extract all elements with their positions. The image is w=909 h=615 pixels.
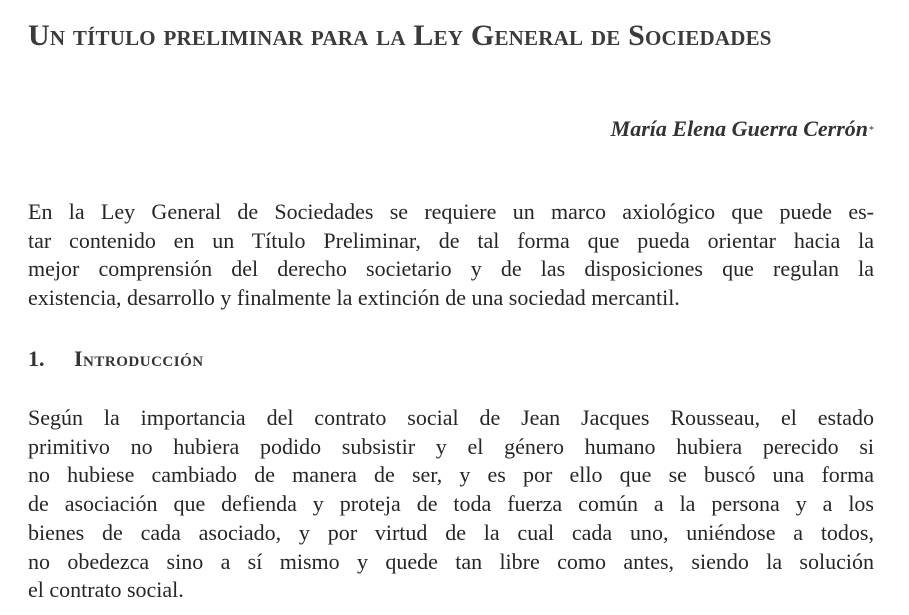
- body-line: de asociación que defienda y proteja de toda fuerza común a la persona y a los: [28, 491, 874, 517]
- abstract-paragraph: [28, 198, 874, 313]
- body-line: no hubiese cambiado de manera de ser, y es por ello que se buscó una forma: [28, 462, 874, 488]
- abstract-line: tar contenido en un Título Preliminar, de tal forma que pueda orientar hacia la: [28, 227, 874, 253]
- body-line: bienes de cada asociado, y por virtud de la cual cada uno, uniéndose a todos,: [28, 519, 874, 545]
- body-line: Según la importancia del contrato social de Jean Jacques Rousseau, el estado: [28, 405, 874, 430]
- section-heading: [28, 344, 204, 374]
- section-number: 1.: [28, 346, 45, 371]
- body-paragraph: [28, 404, 874, 605]
- article-title: Un título preliminar para la Ley General de Sociedades: [28, 19, 772, 52]
- author-name: María Elena Guerra Cerrón: [610, 116, 868, 141]
- article-author: [611, 114, 874, 144]
- body-line: primitivo no hubiera podido subsistir y el género humano hubiera perecido si: [28, 433, 874, 459]
- body-line: no obedezca sino a sí mismo y quede tan libre como antes, siendo la solución: [28, 548, 874, 574]
- section-title: Introducción: [74, 346, 204, 371]
- author-footnote-mark[interactable]: *: [869, 125, 874, 136]
- abstract-line: En la Ley General de Sociedades se requiere un marco axiológico que puede es-: [28, 199, 874, 224]
- body-line: el contrato social.: [28, 577, 184, 603]
- abstract-line: mejor comprensión del derecho societario y de las disposiciones que regulan la: [28, 256, 874, 282]
- abstract-line: existencia, desarrollo y finalmente la extinción de una sociedad mercantil.: [28, 285, 680, 311]
